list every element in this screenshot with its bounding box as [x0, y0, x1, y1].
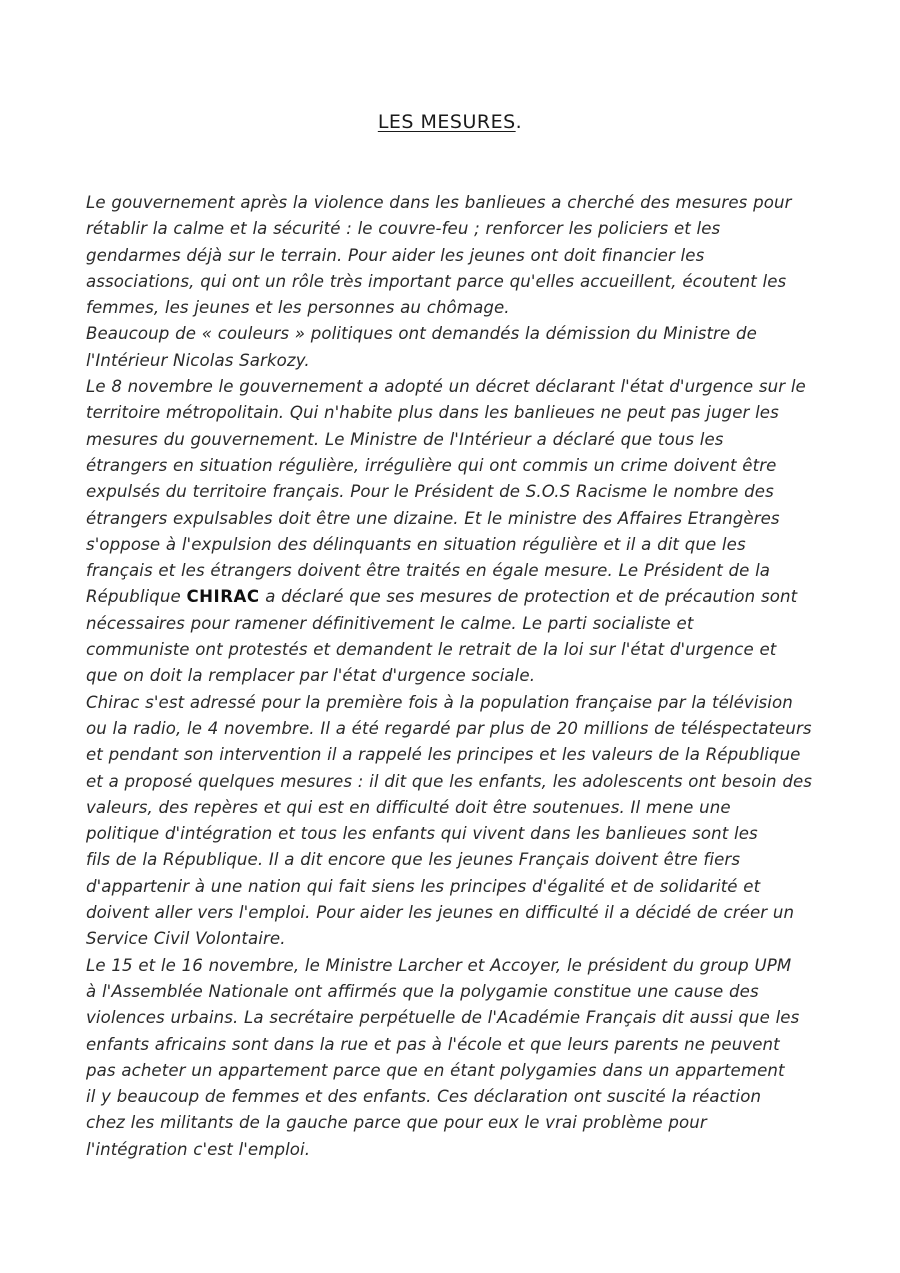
text-line: fils de la République. Il a dit encore que les jeunes Français doivent être fiers: [86, 850, 741, 870]
text-line: étrangers en situation régulière, irrégulière qui ont commis un crime doivent être: [86, 455, 777, 475]
text-line: enfants africains sont dans la rue et pas à l'école et que leurs parents ne peuvent: [86, 1034, 780, 1054]
text-line: l'Intérieur Nicolas Sarkozy.: [86, 350, 310, 370]
text-line: pas acheter un appartement parce que en étant polygamies dans un appartement: [86, 1060, 785, 1080]
text-line: doivent aller vers l'emploi. Pour aider les jeunes en difficulté il a décidé de créer un: [86, 903, 795, 923]
text-line: politique d'intégration et tous les enfants qui vivent dans les banlieues sont les: [86, 824, 758, 844]
text-segment: République: [86, 587, 187, 607]
text-line: associations, qui ont un rôle très important parce qu'elles accueillent, écoutent les: [86, 271, 787, 291]
title-suffix: .: [515, 111, 523, 133]
text-line: communiste ont protestés et demandent le retrait de la loi sur l'état d'urgence et: [86, 640, 777, 660]
text-line: Le 8 novembre le gouvernement a adopté un décret déclarant l'état d'urgence sur le: [86, 377, 806, 397]
text-line: Le 15 et le 16 novembre, le Ministre Larcher et Accoyer, le président du group UPM: [86, 955, 792, 975]
text-line: expulsés du territoire français. Pour le Président de S.O.S Racisme le nombre des: [86, 482, 774, 502]
text-line: femmes, les jeunes et les personnes au chômage.: [86, 298, 510, 318]
text-line: gendarmes déjà sur le terrain. Pour aider les jeunes ont doit financier les: [86, 245, 705, 265]
text-line: Service Civil Volontaire.: [86, 929, 286, 949]
text-line: que on doit la remplacer par l'état d'urgence sociale.: [86, 666, 536, 686]
text-line: Le gouvernement après la violence dans les banlieues a cherché des mesures pour: [86, 193, 792, 212]
text-segment: a déclaré que ses mesures de protection et de précaution sont: [259, 587, 798, 607]
text-line: chez les militants de la gauche parce que pour eux le vrai problème pour: [86, 1113, 707, 1133]
text-line: s'oppose à l'expulsion des délinquants en situation régulière et il a dit que les: [86, 534, 746, 554]
text-line: il y beaucoup de femmes et des enfants. Ces déclaration ont suscité la réaction: [86, 1087, 762, 1107]
text-line: ou la radio, le 4 novembre. Il a été regardé par plus de 20 millions de téléspectateurs: [86, 718, 812, 738]
text-line: étrangers expulsables doit être une dizaine. Et le ministre des Affaires Etrangères: [86, 508, 780, 528]
text-line: valeurs, des repères et qui est en difficulté doit être soutenues. Il mene une: [86, 797, 731, 817]
text-line: et a proposé quelques mesures : il dit que les enfants, les adolescents ont besoin des: [86, 771, 813, 791]
text-line: [86, 584, 816, 610]
text-line: territoire métropolitain. Qui n'habite plus dans les banlieues ne peut pas juger les: [86, 403, 779, 423]
text-line: d'appartenir à une nation qui fait siens les principes d'égalité et de solidarité et: [86, 876, 761, 896]
page-title: [0, 108, 900, 136]
text-line: l'intégration c'est l'emploi.: [86, 1139, 311, 1159]
text-line: mesures du gouvernement. Le Ministre de l'Intérieur a déclaré que tous les: [86, 429, 724, 449]
text-line: et pendant son intervention il a rappelé les principes et les valeurs de la République: [86, 745, 801, 765]
bold-name: CHIRAC: [186, 587, 260, 607]
text-line: Beaucoup de « couleurs » politiques ont demandés la démission du Ministre de: [86, 324, 757, 344]
text-line: violences urbains. La secrétaire perpétuelle de l'Académie Français dit aussi que les: [86, 1008, 800, 1028]
text-line: Chirac s'est adressé pour la première fois à la population française par la télévision: [86, 692, 793, 712]
title-text: LES MESURES: [377, 111, 516, 133]
body-text: [86, 190, 816, 1163]
text-line: rétablir la calme et la sécurité : le couvre-feu ; renforcer les policiers et les: [86, 219, 721, 239]
text-line: français et les étrangers doivent être traités en égale mesure. Le Président de la: [86, 561, 771, 581]
text-line: nécessaires pour ramener définitivement le calme. Le parti socialiste et: [86, 613, 694, 633]
text-line: à l'Assemblée Nationale ont affirmés que la polygamie constitue une cause des: [86, 981, 759, 1001]
